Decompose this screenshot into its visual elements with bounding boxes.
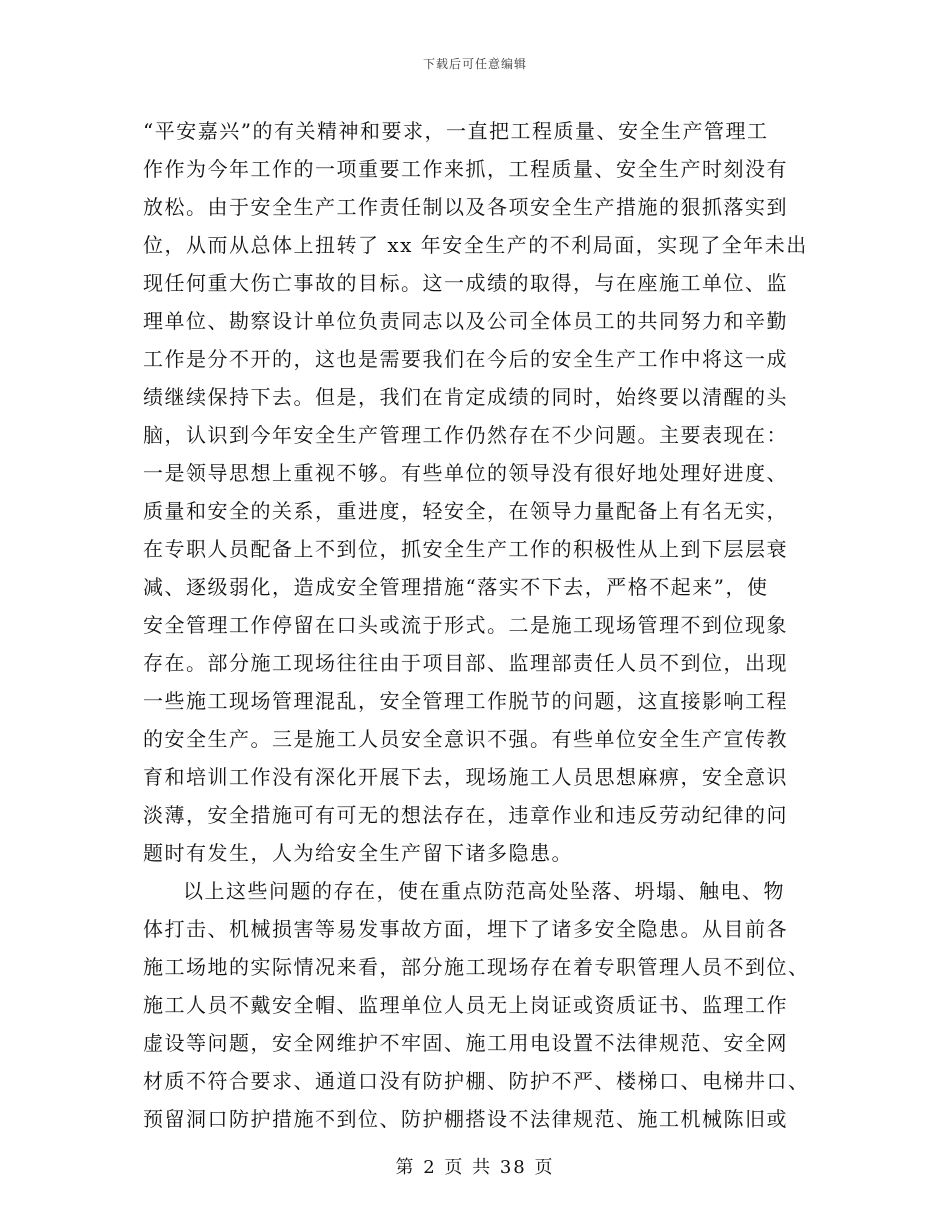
- text-line: 安全管理工作停留在口头或流于形式。二是施工现场管理不到位现象: [143, 613, 788, 637]
- page-number: 第 2 页 共 38 页: [395, 1157, 555, 1178]
- text-line: 绩继续保持下去。但是，我们在肯定成绩的同时，始终要以清醒的头: [143, 385, 788, 409]
- text-line: 材质不符合要求、通道口没有防护棚、防护不严、楼梯口、电梯井口、: [143, 1069, 810, 1093]
- text-line: 的安全生产。三是施工人员安全意识不强。有些单位安全生产宣传教: [143, 727, 788, 751]
- text-line: 施工人员不戴安全帽、监理单位人员无上岗证或资质证书、监理工作: [143, 993, 788, 1017]
- text-line: 在专职人员配备上不到位，抓安全生产工作的积极性从上到下层层衰: [143, 537, 788, 561]
- text-line: 施工场地的实际情况来看，部分施工现场存在着专职管理人员不到位、: [143, 955, 810, 979]
- text-line: 体打击、机械损害等易发事故方面，埋下了诸多安全隐患。从目前各: [143, 917, 788, 941]
- text-line: 质量和安全的关系，重进度，轻安全，在领导力量配备上有名无实，: [143, 499, 788, 523]
- header-note: 下载后可任意编辑: [422, 57, 527, 71]
- text-line: 工作是分不开的，这也是需要我们在今后的安全生产工作中将这一成: [143, 347, 788, 371]
- text-line: 预留洞口防护措施不到位、防护棚搭设不法律规范、施工机械陈旧或: [143, 1107, 788, 1131]
- text-line: 脑，认识到今年安全生产管理工作仍然存在不少问题。主要表现在：: [143, 423, 788, 447]
- text-line: 题时有发生，人为给安全生产留下诸多隐患。: [143, 841, 573, 865]
- text-line: 减、逐级弱化，造成安全管理措施“落实不下去，严格不起来”，使: [143, 575, 769, 599]
- text-line: 育和培训工作没有深化开展下去，现场施工人员思想麻痹，安全意识: [143, 765, 788, 789]
- body-text: [143, 112, 810, 1138]
- text-line: 作作为今年工作的一项重要工作来抓，工程质量、安全生产时刻没有: [143, 157, 788, 181]
- paragraph-start-line: 以上这些问题的存在，使在重点防范高处坠落、坍塌、触电、物: [183, 879, 785, 903]
- text-line: 虚设等问题，安全网维护不牢固、施工用电设置不法律规范、安全网: [143, 1031, 788, 1055]
- text-line: 一是领导思想上重视不够。有些单位的领导没有很好地处理好进度、: [143, 461, 788, 485]
- text-line: 现任何重大伤亡事故的目标。这一成绩的取得，与在座施工单位、监: [143, 271, 788, 295]
- text-line: 位，从而从总体上扭转了 xx 年安全生产的不利局面，实现了全年未出: [143, 233, 808, 257]
- text-line: 存在。部分施工现场往往由于项目部、监理部责任人员不到位，出现: [143, 651, 788, 675]
- text-line: “平安嘉兴”的有关精神和要求，一直把工程质量、安全生产管理工: [143, 119, 769, 143]
- text-line: 理单位、勘察设计单位负责同志以及公司全体员工的共同努力和辛勤: [143, 309, 788, 333]
- text-line: 一些施工现场管理混乱，安全管理工作脱节的问题，这直接影响工程: [143, 689, 788, 713]
- text-line: 放松。由于安全生产工作责任制以及各项安全生产措施的狠抓落实到: [143, 195, 788, 219]
- text-line: 淡薄，安全措施可有可无的想法存在，违章作业和违反劳动纪律的问: [143, 803, 788, 827]
